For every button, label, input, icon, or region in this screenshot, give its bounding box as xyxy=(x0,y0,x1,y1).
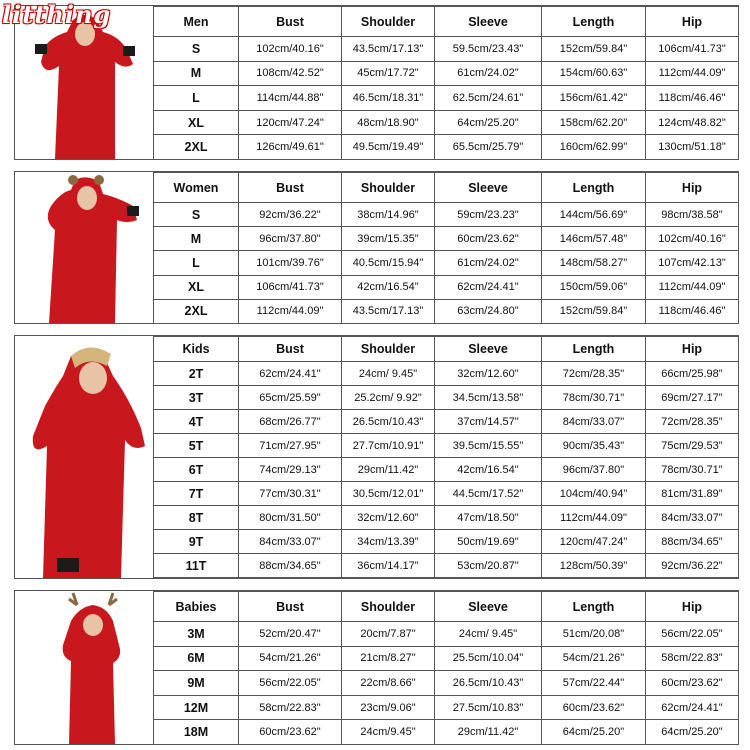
model-photo-kids xyxy=(15,336,153,578)
bust-cell: 52cm/20.47" xyxy=(239,622,342,647)
size-label: 3T xyxy=(154,386,239,410)
shoulder-cell: 42cm/16.54" xyxy=(342,275,435,299)
sleeve-cell: 61cm/24.02" xyxy=(435,61,542,86)
column-header-sleeve: Sleeve xyxy=(435,337,542,362)
size-label: 2XL xyxy=(154,299,239,323)
column-header-hip: Hip xyxy=(646,337,739,362)
size-label: 12M xyxy=(154,695,239,720)
size-label: 9M xyxy=(154,671,239,696)
hip-cell: 62cm/24.41" xyxy=(646,695,739,720)
shoulder-cell: 29cm/11.42" xyxy=(342,458,435,482)
table-row xyxy=(154,227,739,251)
column-header-sleeve: Sleeve xyxy=(435,592,542,622)
sleeve-cell: 61cm/24.02" xyxy=(435,251,542,275)
size-table-men xyxy=(153,6,739,160)
length-cell: 150cm/59.06" xyxy=(542,275,646,299)
shoulder-cell: 21cm/8.27" xyxy=(342,646,435,671)
table-row xyxy=(154,434,739,458)
column-header-hip: Hip xyxy=(646,7,739,37)
size-label: M xyxy=(154,227,239,251)
size-label: 9T xyxy=(154,530,239,554)
size-label: XL xyxy=(154,275,239,299)
shoulder-cell: 34cm/13.39" xyxy=(342,530,435,554)
bust-cell: 60cm/23.62" xyxy=(239,720,342,745)
sleeve-cell: 42cm/16.54" xyxy=(435,458,542,482)
bust-cell: 120cm/47.24" xyxy=(239,110,342,135)
length-cell: 146cm/57.48" xyxy=(542,227,646,251)
column-header-shoulder: Shoulder xyxy=(342,173,435,203)
hip-cell: 130cm/51.18" xyxy=(646,135,739,160)
hip-cell: 118cm/46.46" xyxy=(646,86,739,111)
sleeve-cell: 37cm/14.57" xyxy=(435,410,542,434)
sleeve-cell: 26.5cm/10.43" xyxy=(435,671,542,696)
size-label: 3M xyxy=(154,622,239,647)
sleeve-cell: 27.5cm/10.83" xyxy=(435,695,542,720)
length-cell: 156cm/61.42" xyxy=(542,86,646,111)
table-row xyxy=(154,61,739,86)
bust-cell: 88cm/34.65" xyxy=(239,554,342,578)
bust-cell: 112cm/44.09" xyxy=(239,299,342,323)
size-table-women xyxy=(153,172,739,324)
sleeve-cell: 60cm/23.62" xyxy=(435,227,542,251)
length-cell: 160cm/62.99" xyxy=(542,135,646,160)
shoulder-cell: 49.5cm/19.49" xyxy=(342,135,435,160)
length-cell: 84cm/33.07" xyxy=(542,410,646,434)
bust-cell: 106cm/41.73" xyxy=(239,275,342,299)
size-label: S xyxy=(154,37,239,62)
section-label: Kids xyxy=(154,337,239,362)
bust-cell: 68cm/26.77" xyxy=(239,410,342,434)
sleeve-cell: 65.5cm/25.79" xyxy=(435,135,542,160)
shoulder-cell: 38cm/14.96" xyxy=(342,203,435,227)
hip-cell: 78cm/30.71" xyxy=(646,458,739,482)
length-cell: 90cm/35.43" xyxy=(542,434,646,458)
length-cell: 144cm/56.69" xyxy=(542,203,646,227)
hip-cell: 72cm/28.35" xyxy=(646,410,739,434)
length-cell: 57cm/22.44" xyxy=(542,671,646,696)
bust-cell: 101cm/39.76" xyxy=(239,251,342,275)
size-label: 7T xyxy=(154,482,239,506)
bust-cell: 58cm/22.83" xyxy=(239,695,342,720)
shoulder-cell: 30.5cm/12.01" xyxy=(342,482,435,506)
column-header-length: Length xyxy=(542,7,646,37)
model-photo-women xyxy=(15,172,153,323)
column-header-sleeve: Sleeve xyxy=(435,173,542,203)
length-cell: 54cm/21.26" xyxy=(542,646,646,671)
sleeve-cell: 44.5cm/17.52" xyxy=(435,482,542,506)
length-cell: 51cm/20.08" xyxy=(542,622,646,647)
table-row xyxy=(154,458,739,482)
column-header-length: Length xyxy=(542,592,646,622)
table-row xyxy=(154,251,739,275)
table-row xyxy=(154,203,739,227)
sleeve-cell: 53cm/20.87" xyxy=(435,554,542,578)
shoulder-cell: 26.5cm/10.43" xyxy=(342,410,435,434)
column-header-bust: Bust xyxy=(239,337,342,362)
size-label: 6M xyxy=(154,646,239,671)
bust-cell: 114cm/44.88" xyxy=(239,86,342,111)
hip-cell: 124cm/48.82" xyxy=(646,110,739,135)
hip-cell: 66cm/25.98" xyxy=(646,362,739,386)
length-cell: 64cm/25.20" xyxy=(542,720,646,745)
sleeve-cell: 29cm/11.42" xyxy=(435,720,542,745)
bust-cell: 92cm/36.22" xyxy=(239,203,342,227)
length-cell: 112cm/44.09" xyxy=(542,506,646,530)
hip-cell: 81cm/31.89" xyxy=(646,482,739,506)
table-row xyxy=(154,386,739,410)
bust-cell: 108cm/42.52" xyxy=(239,61,342,86)
column-header-bust: Bust xyxy=(239,7,342,37)
hip-cell: 84cm/33.07" xyxy=(646,506,739,530)
shoulder-cell: 24cm/ 9.45" xyxy=(342,362,435,386)
table-row xyxy=(154,646,739,671)
bust-cell: 96cm/37.80" xyxy=(239,227,342,251)
shoulder-cell: 36cm/14.17" xyxy=(342,554,435,578)
sleeve-cell: 24cm/ 9.45" xyxy=(435,622,542,647)
size-label: 5T xyxy=(154,434,239,458)
size-label: 8T xyxy=(154,506,239,530)
bust-cell: 74cm/29.13" xyxy=(239,458,342,482)
hip-cell: 98cm/38.58" xyxy=(646,203,739,227)
bust-cell: 54cm/21.26" xyxy=(239,646,342,671)
length-cell: 104cm/40.94" xyxy=(542,482,646,506)
hip-cell: 112cm/44.09" xyxy=(646,275,739,299)
size-label: XL xyxy=(154,110,239,135)
size-label: 11T xyxy=(154,554,239,578)
table-row xyxy=(154,362,739,386)
length-cell: 96cm/37.80" xyxy=(542,458,646,482)
section-men xyxy=(14,5,739,160)
bust-cell: 126cm/49.61" xyxy=(239,135,342,160)
section-label: Men xyxy=(154,7,239,37)
hip-cell: 56cm/22.05" xyxy=(646,622,739,647)
table-row xyxy=(154,506,739,530)
table-row xyxy=(154,86,739,111)
bust-cell: 56cm/22.05" xyxy=(239,671,342,696)
size-table-babies xyxy=(153,591,739,745)
table-row xyxy=(154,720,739,745)
hip-cell: 107cm/42.13" xyxy=(646,251,739,275)
table-row xyxy=(154,554,739,578)
shoulder-cell: 20cm/7.87" xyxy=(342,622,435,647)
sleeve-cell: 25.5cm/10.04" xyxy=(435,646,542,671)
section-women xyxy=(14,171,739,324)
size-label: S xyxy=(154,203,239,227)
shoulder-cell: 22cm/8.66" xyxy=(342,671,435,696)
shoulder-cell: 43.5cm/17.13" xyxy=(342,299,435,323)
table-row xyxy=(154,530,739,554)
shoulder-cell: 32cm/12.60" xyxy=(342,506,435,530)
hip-cell: 112cm/44.09" xyxy=(646,61,739,86)
bust-cell: 84cm/33.07" xyxy=(239,530,342,554)
sleeve-cell: 59cm/23.23" xyxy=(435,203,542,227)
hip-cell: 69cm/27.17" xyxy=(646,386,739,410)
size-label: 2XL xyxy=(154,135,239,160)
table-row xyxy=(154,110,739,135)
sleeve-cell: 64cm/25.20" xyxy=(435,110,542,135)
length-cell: 128cm/50.39" xyxy=(542,554,646,578)
shoulder-cell: 46.5cm/18.31" xyxy=(342,86,435,111)
shoulder-cell: 48cm/18.90" xyxy=(342,110,435,135)
column-header-hip: Hip xyxy=(646,173,739,203)
sleeve-cell: 63cm/24.80" xyxy=(435,299,542,323)
length-cell: 152cm/59.84" xyxy=(542,37,646,62)
length-cell: 152cm/59.84" xyxy=(542,299,646,323)
section-label: Women xyxy=(154,173,239,203)
table-row xyxy=(154,410,739,434)
shoulder-cell: 23cm/9.06" xyxy=(342,695,435,720)
size-label: 2T xyxy=(154,362,239,386)
sleeve-cell: 47cm/18.50" xyxy=(435,506,542,530)
column-header-shoulder: Shoulder xyxy=(342,337,435,362)
column-header-length: Length xyxy=(542,337,646,362)
column-header-bust: Bust xyxy=(239,173,342,203)
section-kids xyxy=(14,335,739,579)
length-cell: 158cm/62.20" xyxy=(542,110,646,135)
column-header-shoulder: Shoulder xyxy=(342,592,435,622)
bust-cell: 102cm/40.16" xyxy=(239,37,342,62)
shoulder-cell: 39cm/15.35" xyxy=(342,227,435,251)
bust-cell: 62cm/24.41" xyxy=(239,362,342,386)
sleeve-cell: 34.5cm/13.58" xyxy=(435,386,542,410)
bust-cell: 71cm/27.95" xyxy=(239,434,342,458)
bust-cell: 77cm/30.31" xyxy=(239,482,342,506)
sleeve-cell: 50cm/19.69" xyxy=(435,530,542,554)
table-row xyxy=(154,299,739,323)
table-row xyxy=(154,275,739,299)
column-header-bust: Bust xyxy=(239,592,342,622)
table-row xyxy=(154,695,739,720)
shoulder-cell: 24cm/9.45" xyxy=(342,720,435,745)
size-label: L xyxy=(154,251,239,275)
hip-cell: 88cm/34.65" xyxy=(646,530,739,554)
table-row xyxy=(154,622,739,647)
sleeve-cell: 62cm/24.41" xyxy=(435,275,542,299)
section-label: Babies xyxy=(154,592,239,622)
table-row xyxy=(154,671,739,696)
length-cell: 78cm/30.71" xyxy=(542,386,646,410)
column-header-hip: Hip xyxy=(646,592,739,622)
hip-cell: 75cm/29.53" xyxy=(646,434,739,458)
hip-cell: 64cm/25.20" xyxy=(646,720,739,745)
bust-cell: 65cm/25.59" xyxy=(239,386,342,410)
size-label: 4T xyxy=(154,410,239,434)
model-photo-babies xyxy=(15,591,153,744)
column-header-sleeve: Sleeve xyxy=(435,7,542,37)
section-babies xyxy=(14,590,739,745)
size-label: 18M xyxy=(154,720,239,745)
size-label: 6T xyxy=(154,458,239,482)
hip-cell: 102cm/40.16" xyxy=(646,227,739,251)
length-cell: 148cm/58.27" xyxy=(542,251,646,275)
shoulder-cell: 25.2cm/ 9.92" xyxy=(342,386,435,410)
shoulder-cell: 45cm/17.72" xyxy=(342,61,435,86)
length-cell: 120cm/47.24" xyxy=(542,530,646,554)
column-header-shoulder: Shoulder xyxy=(342,7,435,37)
size-label: M xyxy=(154,61,239,86)
table-row xyxy=(154,37,739,62)
column-header-length: Length xyxy=(542,173,646,203)
hip-cell: 118cm/46.46" xyxy=(646,299,739,323)
shoulder-cell: 40.5cm/15.94" xyxy=(342,251,435,275)
hip-cell: 106cm/41.73" xyxy=(646,37,739,62)
hip-cell: 58cm/22.83" xyxy=(646,646,739,671)
sleeve-cell: 62.5cm/24.61" xyxy=(435,86,542,111)
length-cell: 60cm/23.62" xyxy=(542,695,646,720)
hip-cell: 92cm/36.22" xyxy=(646,554,739,578)
shoulder-cell: 27.7cm/10.91" xyxy=(342,434,435,458)
length-cell: 154cm/60.63" xyxy=(542,61,646,86)
table-row xyxy=(154,135,739,160)
shoulder-cell: 43.5cm/17.13" xyxy=(342,37,435,62)
brand-watermark: litthing xyxy=(2,0,112,29)
size-label: L xyxy=(154,86,239,111)
table-row xyxy=(154,482,739,506)
sleeve-cell: 32cm/12.60" xyxy=(435,362,542,386)
sleeve-cell: 59.5cm/23.43" xyxy=(435,37,542,62)
length-cell: 72cm/28.35" xyxy=(542,362,646,386)
bust-cell: 80cm/31.50" xyxy=(239,506,342,530)
sleeve-cell: 39.5cm/15.55" xyxy=(435,434,542,458)
hip-cell: 60cm/23.62" xyxy=(646,671,739,696)
size-table-kids xyxy=(153,336,739,578)
